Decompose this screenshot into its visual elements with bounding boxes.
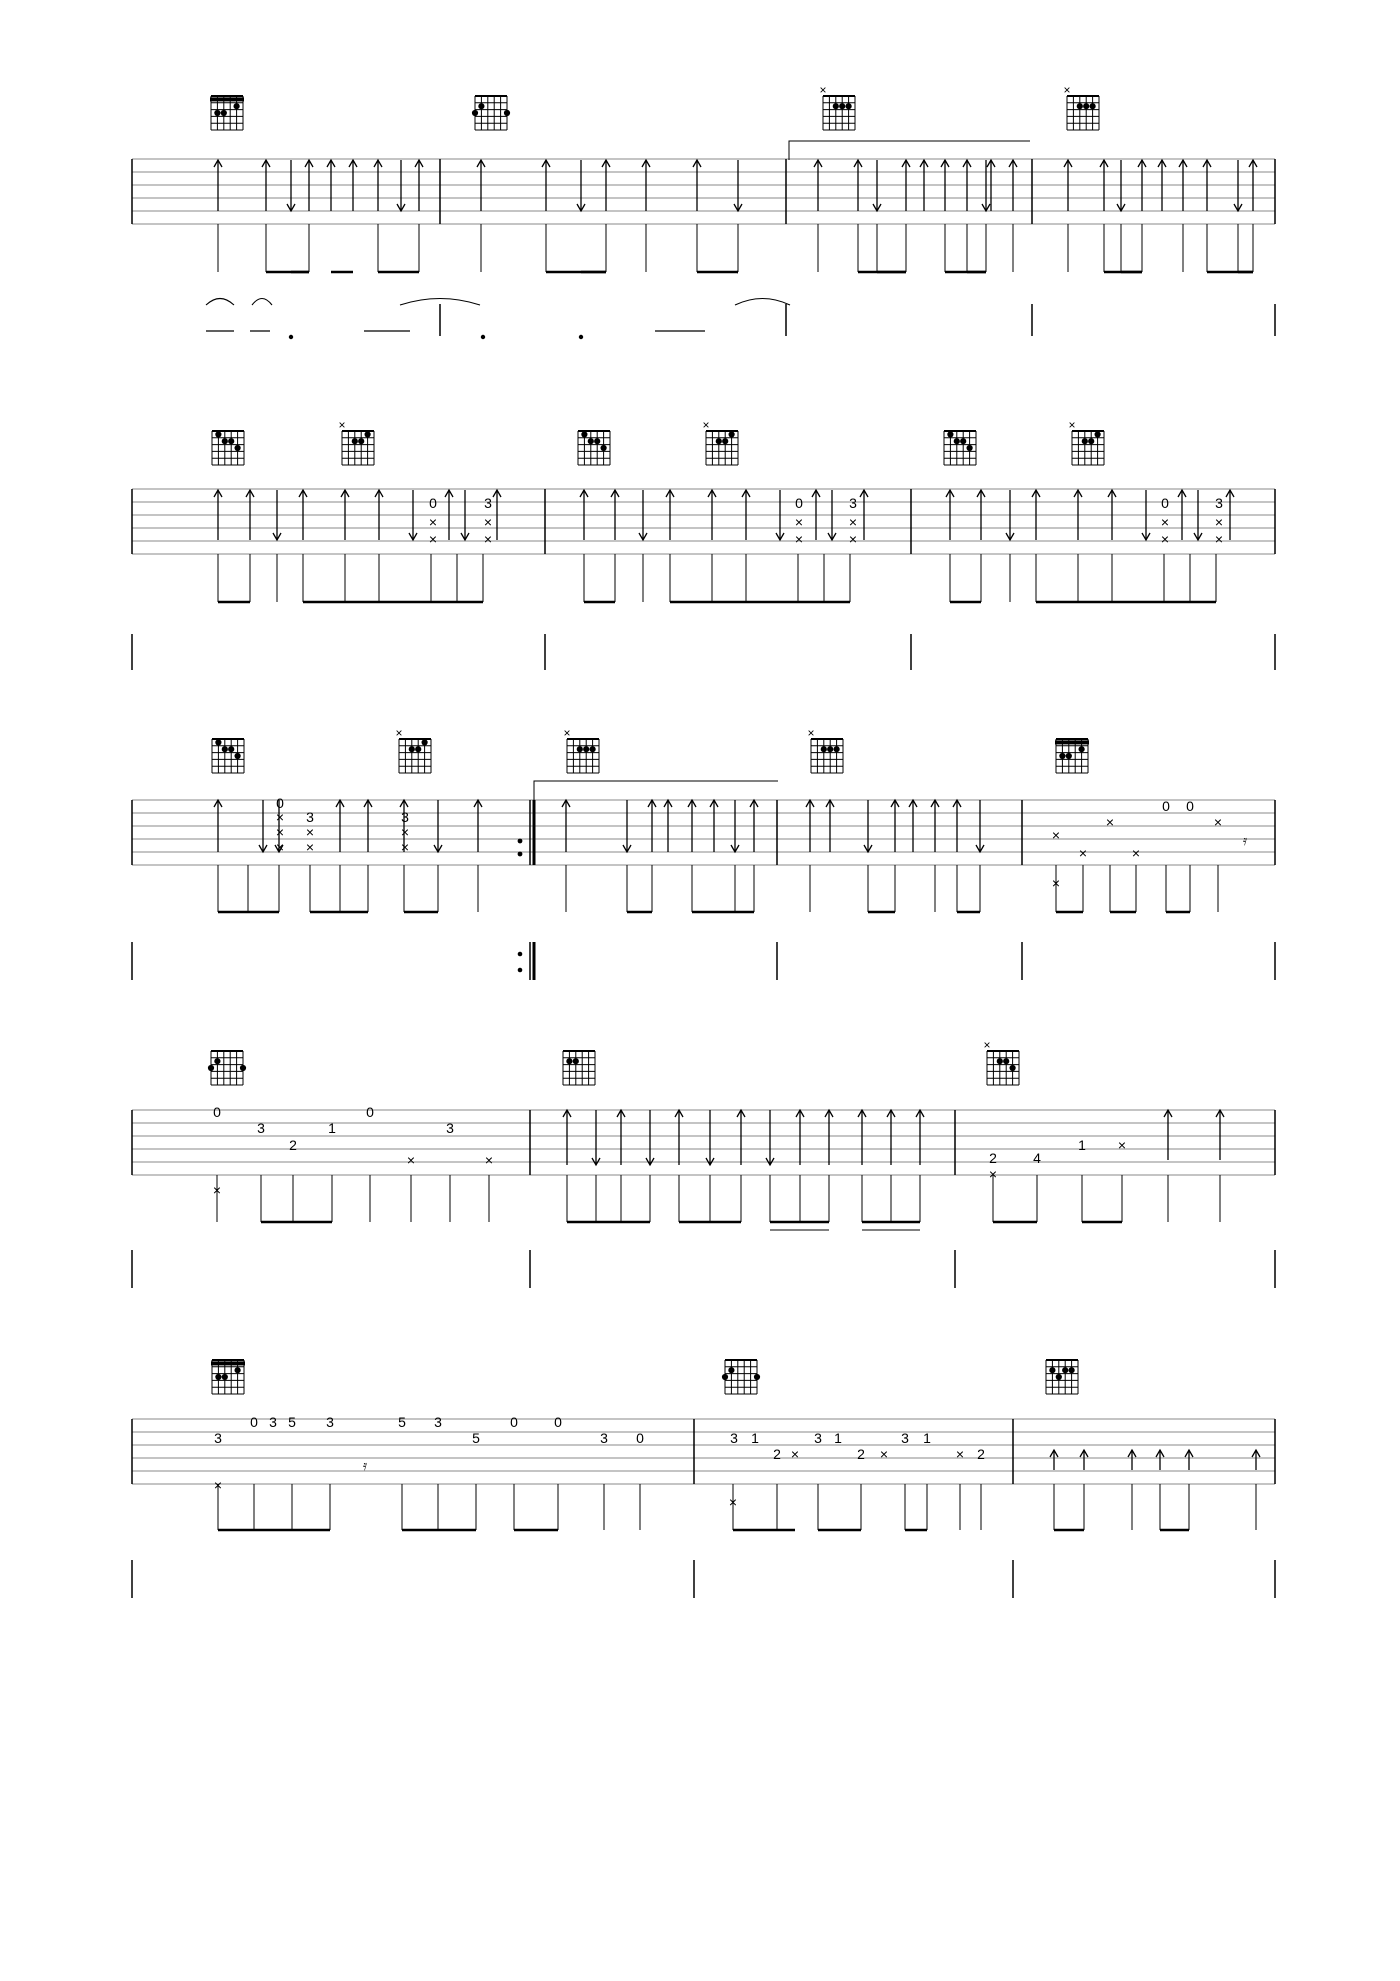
barre <box>211 1361 245 1365</box>
finger-dot <box>1010 1065 1016 1071</box>
strum-up <box>563 1110 571 1165</box>
mute-x: × <box>400 839 410 855</box>
fret-number: 1 <box>923 1430 931 1446</box>
strum-down <box>706 1110 714 1165</box>
chord-diagram <box>563 726 599 773</box>
finger-dot <box>601 445 607 451</box>
fret-number: 0 <box>213 1104 221 1120</box>
finger-dot <box>222 746 228 752</box>
fret-number: 3 <box>214 1430 222 1446</box>
strum-up <box>675 1110 683 1165</box>
chord-diagram <box>472 96 510 130</box>
strum-up <box>825 1110 833 1165</box>
finger-dot <box>821 746 827 752</box>
mute-mark: × <box>563 726 571 740</box>
strum-up <box>916 1110 924 1165</box>
strum-up <box>617 1110 625 1165</box>
finger-dot <box>722 438 728 444</box>
finger-dot <box>235 753 241 759</box>
strum-up <box>887 1110 895 1165</box>
finger-dot <box>409 746 415 752</box>
mute-x: × <box>212 1182 222 1198</box>
strum-up <box>1164 1110 1172 1160</box>
fret-number: 2 <box>773 1446 781 1462</box>
tie <box>206 299 234 306</box>
volta-bracket <box>789 141 1030 160</box>
mute-x: × <box>848 514 858 530</box>
finger-dot <box>594 438 600 444</box>
mute-x: × <box>794 531 804 547</box>
chord-diagram <box>944 431 976 465</box>
chord-diagram <box>563 1051 595 1085</box>
fret-number: 0 <box>636 1430 644 1446</box>
finger-dot <box>716 438 722 444</box>
fret-number: 3 <box>1215 495 1223 511</box>
chord-diagram <box>1063 83 1099 130</box>
finger-dot <box>215 431 221 437</box>
strum-up <box>858 1110 866 1165</box>
mute-x: × <box>275 839 285 855</box>
finger-dot <box>754 1374 760 1380</box>
finger-dot <box>365 431 371 437</box>
mute-mark: × <box>807 726 815 740</box>
finger-dot <box>472 110 478 116</box>
mute-x: × <box>483 531 493 547</box>
chord-diagram <box>208 1051 246 1085</box>
finger-dot <box>422 739 428 745</box>
finger-dot <box>1090 103 1096 109</box>
chord-diagram <box>983 1038 1019 1085</box>
finger-dot <box>1079 746 1085 752</box>
mute-mark: × <box>819 83 827 97</box>
finger-dot <box>1095 431 1101 437</box>
mute-x: × <box>406 1152 416 1168</box>
finger-dot <box>235 445 241 451</box>
finger-dot <box>1059 753 1065 759</box>
chord-diagram <box>578 431 610 465</box>
repeat-dot <box>518 968 523 973</box>
fret-number: 0 <box>1162 798 1170 814</box>
mute-x: × <box>484 1152 494 1168</box>
chord-diagram <box>395 726 431 773</box>
fret-number: 0 <box>276 795 284 811</box>
finger-dot <box>1088 438 1094 444</box>
finger-dot <box>729 431 735 437</box>
fret-number: 1 <box>1078 1137 1086 1153</box>
repeat-dot <box>518 952 523 957</box>
finger-dot <box>234 103 240 109</box>
mute-mark: × <box>702 418 710 432</box>
strum-down <box>592 1110 600 1165</box>
finger-dot <box>583 746 589 752</box>
chord-diagram <box>807 726 843 773</box>
finger-dot <box>228 746 234 752</box>
barre <box>1055 740 1089 744</box>
finger-dot <box>577 746 583 752</box>
fret-number: 2 <box>857 1446 865 1462</box>
chord-diagram <box>1046 1360 1078 1394</box>
fret-number: 3 <box>326 1414 334 1430</box>
finger-dot <box>478 103 484 109</box>
finger-dot <box>222 1374 228 1380</box>
strum-up <box>1050 1450 1058 1470</box>
tie <box>735 299 790 306</box>
mute-x: × <box>879 1446 889 1462</box>
tie <box>252 299 272 306</box>
fret-number: 0 <box>366 1104 374 1120</box>
chord-diagram <box>338 418 374 465</box>
fret-number: 3 <box>446 1120 454 1136</box>
finger-dot <box>566 1058 572 1064</box>
mute-x: × <box>1213 814 1223 830</box>
fret-number: 0 <box>510 1414 518 1430</box>
finger-dot <box>415 746 421 752</box>
fret-number: 3 <box>434 1414 442 1430</box>
strum-down <box>766 1110 774 1165</box>
finger-dot <box>834 746 840 752</box>
repeat-dot <box>518 839 523 844</box>
chord-diagram <box>210 96 244 130</box>
strum-up <box>1080 1450 1088 1470</box>
fret-number: 3 <box>269 1414 277 1430</box>
octave-dot <box>579 335 583 339</box>
fret-number: 3 <box>484 495 492 511</box>
mute-x: × <box>400 824 410 840</box>
strum-up <box>1216 1110 1224 1160</box>
mute-x: × <box>1214 514 1224 530</box>
finger-dot <box>358 438 364 444</box>
fret-number: 0 <box>1186 798 1194 814</box>
finger-dot <box>960 438 966 444</box>
mute-x: × <box>848 531 858 547</box>
finger-dot <box>833 103 839 109</box>
mute-x: × <box>794 514 804 530</box>
finger-dot <box>222 438 228 444</box>
mute-x: × <box>1051 875 1061 891</box>
mute-mark: × <box>983 1038 991 1052</box>
mute-mark: × <box>395 726 403 740</box>
fret-number: 3 <box>814 1430 822 1446</box>
finger-dot <box>954 438 960 444</box>
mute-x: × <box>1160 531 1170 547</box>
strum-up <box>796 1110 804 1165</box>
repeat-dot <box>518 852 523 857</box>
volta-bracket <box>534 781 778 800</box>
strum-up <box>1156 1450 1164 1470</box>
finger-dot <box>573 1058 579 1064</box>
fret-number: 0 <box>554 1414 562 1430</box>
mute-x: × <box>275 824 285 840</box>
mute-x: × <box>275 809 285 825</box>
fret-number: 3 <box>306 809 314 825</box>
finger-dot <box>997 1058 1003 1064</box>
finger-dot <box>208 1065 214 1071</box>
chord-diagram <box>819 83 855 130</box>
mute-x: × <box>305 824 315 840</box>
strum-down <box>646 1110 654 1165</box>
finger-dot <box>1082 438 1088 444</box>
fret-number: 1 <box>751 1430 759 1446</box>
chord-diagram <box>212 431 244 465</box>
fret-number: 0 <box>795 495 803 511</box>
strum-up <box>1252 1450 1260 1470</box>
finger-dot <box>214 1058 220 1064</box>
finger-dot <box>1077 103 1083 109</box>
mute-x: × <box>988 1166 998 1182</box>
mute-x: × <box>955 1446 965 1462</box>
mute-x: × <box>790 1446 800 1462</box>
chord-diagram <box>722 1360 760 1394</box>
finger-dot <box>1066 753 1072 759</box>
finger-dot <box>215 1374 221 1380</box>
mute-x: × <box>1160 514 1170 530</box>
fret-number: 1 <box>834 1430 842 1446</box>
fret-number: 1 <box>328 1120 336 1136</box>
finger-dot <box>1069 1367 1075 1373</box>
mute-x: × <box>728 1494 738 1510</box>
finger-dot <box>240 1065 246 1071</box>
fret-number: 3 <box>901 1430 909 1446</box>
mute-x: × <box>1051 827 1061 843</box>
fret-number: 0 <box>250 1414 258 1430</box>
chord-diagram <box>211 1360 245 1394</box>
fret-number: 3 <box>730 1430 738 1446</box>
finger-dot <box>504 110 510 116</box>
mute-x: × <box>428 531 438 547</box>
finger-dot <box>1049 1367 1055 1373</box>
fret-number: 5 <box>288 1414 296 1430</box>
finger-dot <box>588 438 594 444</box>
mute-mark: × <box>1068 418 1076 432</box>
fret-number: 4 <box>1033 1150 1041 1166</box>
finger-dot <box>722 1374 728 1380</box>
mute-x: × <box>213 1477 223 1493</box>
finger-dot <box>839 103 845 109</box>
strum-up <box>737 1110 745 1165</box>
finger-dot <box>235 1367 241 1373</box>
fret-number: 2 <box>289 1137 297 1153</box>
mute-x: × <box>1131 845 1141 861</box>
mute-x: × <box>1105 814 1115 830</box>
finger-dot <box>228 438 234 444</box>
mute-mark: × <box>338 418 346 432</box>
fret-number: 2 <box>977 1446 985 1462</box>
barre <box>210 97 244 101</box>
octave-dot <box>289 335 293 339</box>
finger-dot <box>215 739 221 745</box>
chord-diagram <box>1055 739 1089 773</box>
finger-dot <box>221 110 227 116</box>
finger-dot <box>1056 1374 1062 1380</box>
octave-dot <box>481 335 485 339</box>
mute-x: × <box>305 839 315 855</box>
finger-dot <box>1003 1058 1009 1064</box>
fret-number: 2 <box>989 1150 997 1166</box>
fret-number: 5 <box>398 1414 406 1430</box>
finger-dot <box>827 746 833 752</box>
finger-dot <box>352 438 358 444</box>
finger-dot <box>728 1367 734 1373</box>
fret-number: 3 <box>257 1120 265 1136</box>
rest-symbol: 𝄿 <box>1242 832 1248 848</box>
strum-up <box>1128 1450 1136 1470</box>
mute-x: × <box>1078 845 1088 861</box>
fret-number: 3 <box>401 809 409 825</box>
finger-dot <box>581 431 587 437</box>
rest-symbol: 𝄿 <box>362 1457 368 1473</box>
mute-x: × <box>1214 531 1224 547</box>
chord-diagram <box>212 739 244 773</box>
finger-dot <box>214 110 220 116</box>
mute-x: × <box>483 514 493 530</box>
fret-number: 3 <box>600 1430 608 1446</box>
finger-dot <box>846 103 852 109</box>
mute-x: × <box>428 514 438 530</box>
fret-number: 0 <box>1161 495 1169 511</box>
mute-mark: × <box>1063 83 1071 97</box>
finger-dot <box>947 431 953 437</box>
fret-number: 3 <box>849 495 857 511</box>
fret-number: 5 <box>472 1430 480 1446</box>
finger-dot <box>1062 1367 1068 1373</box>
finger-dot <box>590 746 596 752</box>
fret-number: 0 <box>429 495 437 511</box>
chord-diagram <box>1068 418 1104 465</box>
finger-dot <box>967 445 973 451</box>
strum-up <box>1185 1450 1193 1470</box>
finger-dot <box>1083 103 1089 109</box>
mute-x: × <box>1117 1137 1127 1153</box>
chord-diagram <box>702 418 738 465</box>
